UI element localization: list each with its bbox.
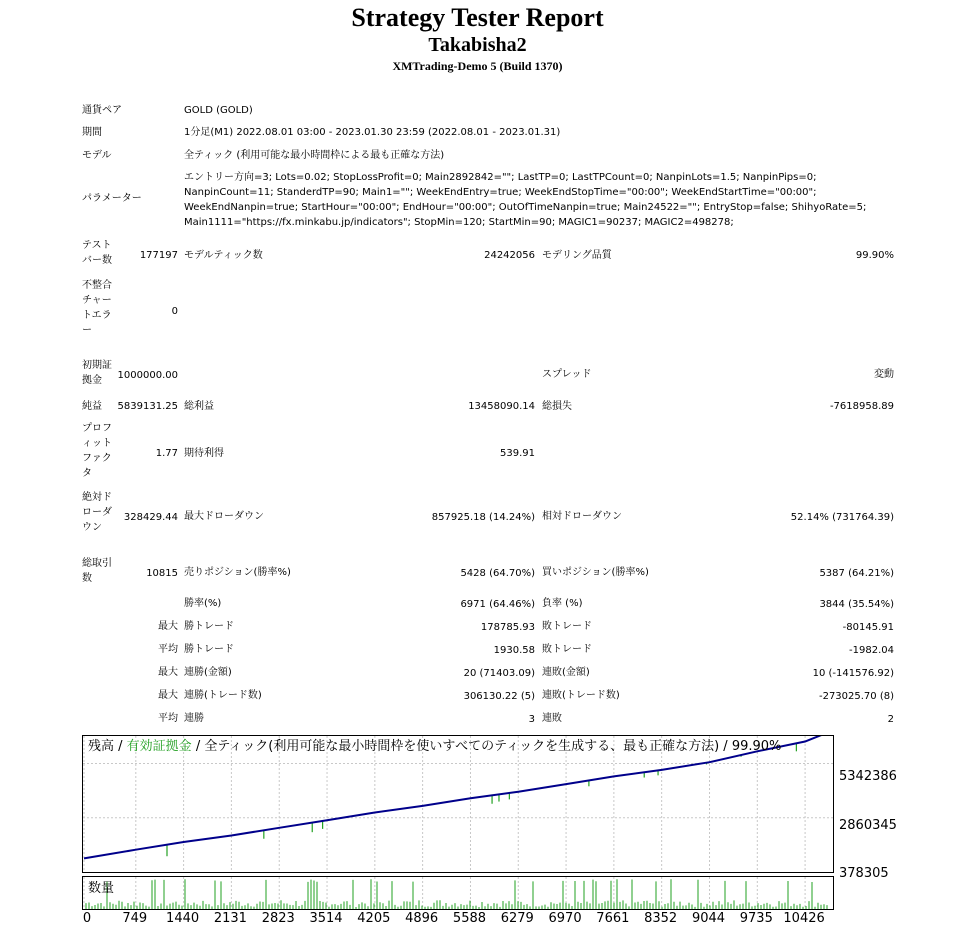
loss-value: 3844 (35.54%) bbox=[819, 599, 894, 610]
largest-win-label: 勝トレード bbox=[184, 621, 234, 632]
x-tick-label: 10426 bbox=[783, 911, 825, 926]
spread-label: スプレッド bbox=[542, 369, 592, 380]
volume-chart-plot bbox=[83, 877, 833, 909]
trades-value: 10815 bbox=[146, 568, 178, 579]
pf-value: 1.77 bbox=[155, 448, 178, 459]
pf-label: プロフィットファクタ bbox=[82, 423, 112, 479]
balance-chart-plot bbox=[83, 736, 833, 872]
volume-label: 数量 bbox=[88, 881, 115, 896]
legend-separator: / bbox=[114, 739, 127, 754]
legend-separator: / bbox=[191, 739, 205, 754]
largest-prefix: 最大 bbox=[158, 621, 178, 632]
ticks-value: 24242056 bbox=[484, 250, 535, 261]
net-value: 5839131.25 bbox=[117, 401, 178, 412]
win-label: 勝率(%) bbox=[184, 598, 222, 609]
x-tick-label: 5588 bbox=[452, 911, 487, 926]
cons-loss-amt-label: 連敗(金額) bbox=[542, 667, 590, 678]
model-value: 全ティック (利用可能な最小時間枠による最も正確な方法) bbox=[184, 150, 445, 161]
rel-dd-label: 相対ドローダウン bbox=[542, 511, 622, 522]
max-cons-amt-prefix: 最大 bbox=[158, 667, 178, 678]
quality-value: 99.90% bbox=[855, 250, 894, 261]
period-label: 期間 bbox=[82, 127, 102, 138]
abs-dd-value: 328429.44 bbox=[123, 512, 178, 523]
x-tick-label: 3514 bbox=[309, 911, 343, 926]
rel-dd-value: 52.14% (731764.39) bbox=[790, 512, 894, 523]
cons-win-amt-value: 20 (71403.09) bbox=[463, 668, 535, 679]
max-dd-value: 857925.18 (14.24%) bbox=[431, 512, 535, 523]
expected-value: 539.91 bbox=[500, 448, 535, 459]
x-tick-label: 6970 bbox=[548, 911, 582, 926]
x-tick-label: 2823 bbox=[261, 911, 295, 926]
period-value: 1分足(M1) 2022.08.01 03:00 - 2023.01.30 23:59 (2022.08.01 - 2023.01.31) bbox=[184, 127, 561, 138]
y-tick-label: 5342386 bbox=[839, 769, 897, 784]
loss-label: 負率 (%) bbox=[542, 598, 583, 609]
cons-win-cnt-value: 306130.22 (5) bbox=[463, 691, 535, 702]
largest-loss-label: 敗トレード bbox=[542, 621, 592, 632]
legend-separator: / bbox=[719, 739, 732, 754]
mismatch-value: 0 bbox=[171, 306, 178, 317]
cons-loss-cnt-label: 連敗(トレード数) bbox=[542, 690, 620, 701]
long-label: 買いポジション(勝率%) bbox=[542, 567, 649, 578]
server-build: XMTrading-Demo 5 (Build 1370) bbox=[392, 59, 563, 73]
legend-quality: 99.90% bbox=[731, 739, 782, 754]
x-tick-label: 9735 bbox=[739, 911, 773, 926]
x-tick-label: 4205 bbox=[357, 911, 391, 926]
avg-loss-value: -1982.04 bbox=[849, 645, 894, 656]
cons-loss-amt-value: 10 (-141576.92) bbox=[812, 668, 894, 679]
mismatch-label: 不整合チャートエラー bbox=[82, 280, 112, 336]
report-title: Strategy Tester Report bbox=[351, 3, 604, 32]
long-value: 5387 (64.21%) bbox=[819, 568, 894, 579]
spread-value: 変動 bbox=[874, 369, 894, 380]
deposit-label: 初期証拠金 bbox=[82, 360, 112, 386]
short-label: 売りポジション(勝率%) bbox=[184, 567, 291, 578]
abs-dd-label: 絶対ドローダウン bbox=[82, 492, 112, 533]
expert-name: Takabisha2 bbox=[428, 34, 527, 56]
avg-cons-win-label: 連勝 bbox=[184, 713, 204, 724]
cons-win-amt-label: 連勝(金額) bbox=[184, 667, 232, 678]
deposit-value: 1000000.00 bbox=[117, 370, 178, 381]
y-tick-label: 2860345 bbox=[839, 818, 897, 833]
gross-loss-label: 総損失 bbox=[542, 401, 572, 412]
gross-profit-value: 13458090.14 bbox=[468, 401, 535, 412]
short-value: 5428 (64.70%) bbox=[460, 568, 535, 579]
avg-win-value: 1930.58 bbox=[493, 645, 535, 656]
x-tick-label: 2131 bbox=[213, 911, 247, 926]
symbol-label: 通貨ペア bbox=[82, 105, 122, 116]
avg-cons-win-value: 3 bbox=[528, 714, 535, 725]
gross-loss-value: -7618958.89 bbox=[829, 401, 894, 412]
largest-win-value: 178785.93 bbox=[480, 622, 535, 633]
trades-label: 総取引数 bbox=[82, 558, 112, 584]
cons-loss-cnt-value: -273025.70 (8) bbox=[818, 691, 894, 702]
params-label: パラメーター bbox=[82, 193, 142, 204]
avg-loss-label: 敗トレード bbox=[542, 644, 592, 655]
max-dd-label: 最大ドローダウン bbox=[184, 511, 264, 522]
x-tick-label: 749 bbox=[122, 911, 148, 926]
largest-loss-value: -80145.91 bbox=[842, 622, 894, 633]
volume-chart bbox=[82, 876, 834, 910]
expected-label: 期待利得 bbox=[184, 448, 224, 459]
bars-value: 177197 bbox=[139, 250, 178, 261]
legend-balance: 残高 bbox=[88, 739, 115, 754]
cons-win-cnt-label: 連勝(トレード数) bbox=[184, 690, 262, 701]
bars-label: テストバー数 bbox=[82, 240, 112, 266]
avg-win-label: 勝トレード bbox=[184, 644, 234, 655]
x-tick-label: 9044 bbox=[691, 911, 726, 926]
chart-legend bbox=[88, 738, 781, 755]
x-tick-label: 4896 bbox=[405, 911, 439, 926]
gross-profit-label: 総利益 bbox=[184, 401, 214, 412]
avg-cons-prefix: 平均 bbox=[158, 713, 178, 724]
x-tick-label: 6279 bbox=[500, 911, 534, 926]
x-tick-label: 8352 bbox=[644, 911, 678, 926]
ticks-label: モデルティック数 bbox=[184, 250, 263, 261]
y-tick-label: 378305 bbox=[839, 866, 889, 881]
x-tick-label: 0 bbox=[82, 911, 92, 926]
symbol-value: GOLD (GOLD) bbox=[184, 105, 253, 116]
params-value: エントリー方向=3; Lots=0.02; StopLossProfit=0; Main2892842=""; LastTP=0; LastTPCount=0; NanpinLots=1.5; NanpinPips=0; NanpinCount=11; StanderdTP=90; Main1=""; WeekEndEntry=true; WeekEndStopTime="00:00"; WeekEndStartTime="00:00"; WeekEndNanpin=true; StartHour="00:00"; EndHour="00:00"; OutOfTimeNanpin=true; Main24522=""; EntryStop=false; ShihyoRate=5; Main1111="https://fx.minkabu.jp/indicators"; StopMin=120; StartMin=90; MAGIC1=90237; MAGIC2=498278; bbox=[184, 172, 867, 228]
balance-chart bbox=[82, 735, 834, 873]
legend-model: 全ティック(利用可能な最小時間枠を使いすべてのティックを生成する、最も正確な方法) bbox=[204, 739, 720, 754]
max-cons-cnt-prefix: 最大 bbox=[158, 690, 178, 701]
average-prefix: 平均 bbox=[158, 644, 178, 655]
avg-cons-loss-value: 2 bbox=[887, 714, 894, 725]
avg-cons-loss-label: 連敗 bbox=[542, 713, 562, 724]
legend-equity: 有効証拠金 bbox=[126, 739, 192, 754]
x-tick-label: 1440 bbox=[166, 911, 200, 926]
quality-label: モデリング品質 bbox=[542, 250, 612, 261]
net-label: 純益 bbox=[82, 401, 102, 412]
model-label: モデル bbox=[82, 150, 112, 161]
win-value: 6971 (64.46%) bbox=[460, 599, 535, 610]
x-tick-label: 7661 bbox=[596, 911, 630, 926]
